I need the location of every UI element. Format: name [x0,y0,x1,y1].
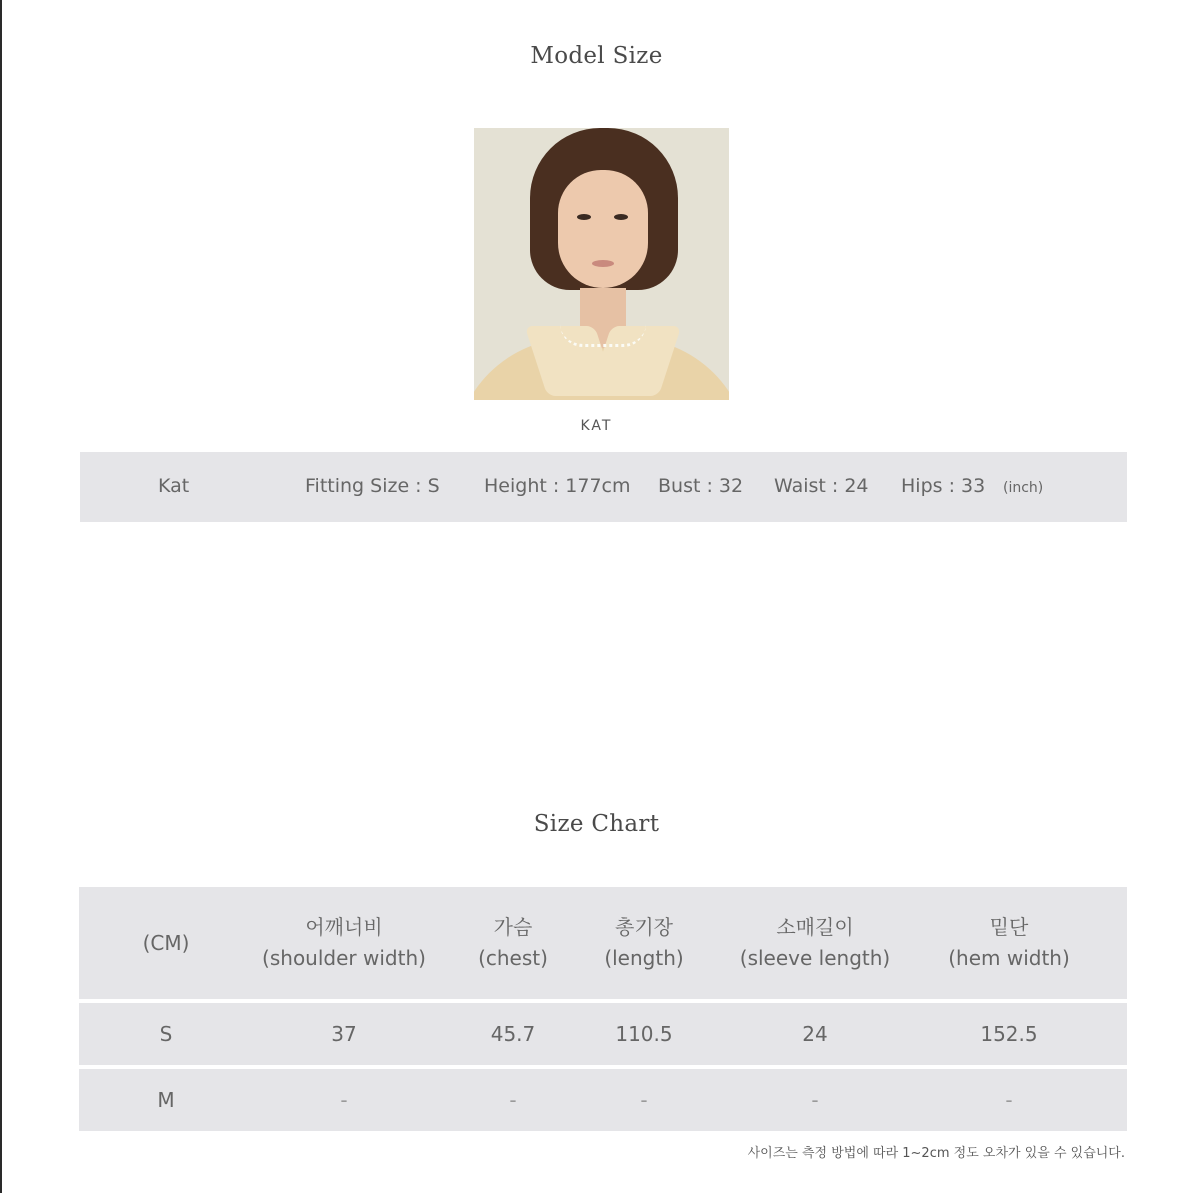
model-waist: Waist : 24 [774,475,869,497]
model-photo [474,128,729,400]
left-eye [577,214,591,220]
measurement-unit: (inch) [1003,480,1044,496]
table-header-row [79,887,1127,999]
model-hips: Hips : 33 [901,475,986,497]
lips [592,260,614,267]
table-cell: 37 [331,1021,357,1046]
table-row [79,1069,1127,1131]
size-chart-title: Size Chart [533,811,660,837]
table-cell: 152.5 [980,1021,1038,1046]
header-unit: (CM) [142,930,190,955]
right-eye [614,214,628,220]
size-label: S [159,1021,173,1046]
photo-caption: KAT [580,418,613,434]
header-chest: 가슴 (chest) [478,915,548,970]
table-cell: - [509,1087,517,1112]
fitting-size: Fitting Size : S [305,475,440,497]
pearl-necklace [560,324,646,347]
table-cell: - [640,1087,648,1112]
table-cell: - [811,1087,819,1112]
model-measurements-bar [80,452,1127,522]
model-bust: Bust : 32 [658,475,744,497]
header-sleeve: 소매길이 (sleeve length) [739,915,891,970]
size-label: M [157,1087,175,1112]
model-name: Kat [158,475,190,497]
table-cell: 24 [802,1021,828,1046]
face-shape [558,170,648,288]
table-cell: 110.5 [615,1021,673,1046]
model-size-title: Model Size [530,43,663,69]
header-shoulder: 어깨너비 (shoulder width) [262,915,426,970]
table-row [79,1003,1127,1065]
table-cell: - [340,1087,348,1112]
header-hem: 밑단 (hem width) [948,915,1070,970]
left-border [0,0,2,1193]
model-height: Height : 177cm [484,475,631,497]
table-cell: - [1005,1087,1013,1112]
measurement-note: 사이즈는 측정 방법에 따라 1~2cm 정도 오차가 있을 수 있습니다. [747,1146,1125,1161]
header-length: 총기장 (length) [604,915,684,970]
table-cell: 45.7 [490,1021,536,1046]
size-chart-table [79,887,1127,1131]
